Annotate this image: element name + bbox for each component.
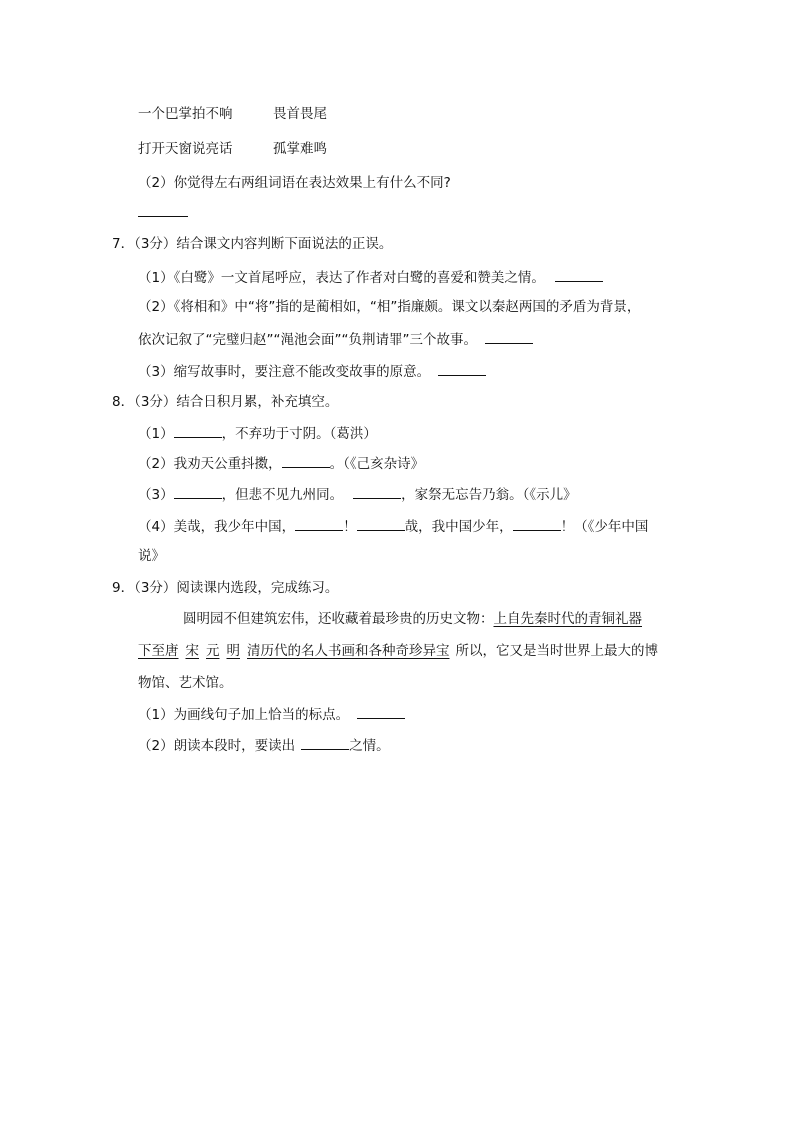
q7-s3-blank bbox=[438, 361, 486, 376]
q9-stem bbox=[112, 578, 338, 598]
q7-s1-text: （1）《白鹭》一文首尾呼应，表达了作者对白鹭的喜爱和赞美之情。 bbox=[138, 270, 545, 286]
q8-l1-prefix: （1） bbox=[138, 426, 174, 442]
q8-l3-text1: ，但悲不见九州同。 bbox=[221, 487, 344, 503]
idiom-left-2: 打开天窗说亮话 bbox=[138, 141, 233, 157]
q8-l3-prefix: （3） bbox=[138, 487, 174, 503]
q8-l3-blank1 bbox=[174, 484, 222, 499]
q8-stem-text: （3分）结合日积月累，补充填空。 bbox=[134, 394, 339, 410]
q7-s1-blank bbox=[555, 267, 603, 282]
q7-stem-text: （3分）结合课文内容判断下面说法的正误。 bbox=[134, 236, 393, 252]
idiom-right-2: 孤掌难鸣 bbox=[273, 141, 327, 157]
q8-l4-text2: 哉，我中国少年， bbox=[404, 519, 513, 535]
q8-l2-blank bbox=[282, 453, 330, 468]
q8-l4-blank3 bbox=[513, 516, 561, 531]
q6-answer-blank bbox=[138, 202, 188, 223]
q7-s2-blank bbox=[485, 329, 533, 344]
q8-l4 bbox=[138, 516, 648, 537]
q9-passage-line3: 物馆、艺术馆。 bbox=[138, 675, 233, 691]
q7-s2b-text: 依次记叙了“完璧归赵”“渑池会面”“负荆请罪”三个故事。 bbox=[138, 332, 477, 348]
idiom-left-1: 一个巴掌拍不响 bbox=[138, 106, 233, 122]
q9-s2 bbox=[138, 735, 390, 756]
q9-s2-suffix: 之情。 bbox=[349, 738, 390, 754]
q9-s2-blank bbox=[301, 735, 349, 750]
q9-s1-text: （1）为画线句子加上恰当的标点。 bbox=[138, 707, 350, 723]
q8-l4-text1: （4）美哉，我少年中国， bbox=[138, 519, 296, 535]
q9-passage-text2: 所以，它又是当时世界上最大的博 bbox=[455, 643, 658, 659]
q9-passage-text1: 圆明园不但建筑宏伟，还收藏着最珍贵的历史文物： bbox=[183, 611, 494, 627]
q7-stem bbox=[112, 234, 392, 254]
q7-s1 bbox=[138, 267, 603, 288]
q9-s1-blank bbox=[357, 704, 405, 719]
q9-passage-line1 bbox=[183, 609, 642, 629]
q7-s3-text: （3）缩写故事时，要注意不能改变故事的原意。 bbox=[138, 364, 431, 380]
q8-l3-blank2 bbox=[353, 484, 401, 499]
q9-underlined-1: 上自先秦时代的青铜礼器 bbox=[493, 611, 642, 627]
q6-sub2: （2）你觉得左右两组词语在表达效果上有什么不同? bbox=[138, 175, 451, 191]
q8-l4-cont: 说》 bbox=[138, 548, 165, 564]
q9-number: 9． bbox=[112, 580, 135, 596]
q8-l2 bbox=[138, 453, 424, 474]
q7-number: 7． bbox=[112, 236, 135, 252]
q9-stem-text: （3分）阅读课内选段，完成练习。 bbox=[134, 580, 339, 596]
q8-l4-text3: ！（《少年中国 bbox=[560, 519, 649, 535]
q7-s3 bbox=[138, 361, 486, 382]
q8-l2-text: （2）我劝天公重抖擞， bbox=[138, 456, 282, 472]
q8-l2-source: 。（《己亥杂诗》 bbox=[329, 456, 425, 472]
q8-l1 bbox=[138, 423, 377, 444]
q8-l1-blank bbox=[174, 423, 222, 438]
q8-l1-text: ，不弃功于寸阴。（葛洪） bbox=[221, 426, 377, 442]
q8-l3-text2: ，家祭无忘告乃翁。（《示儿》 bbox=[401, 487, 577, 503]
q7-s2a: （2）《将相和》中“将”指的是蔺相如，“相”指廉颇。课文以秦赵两国的矛盾为背景， bbox=[138, 299, 641, 315]
q8-l4-excl1: ！ bbox=[343, 519, 357, 535]
q9-s1 bbox=[138, 704, 405, 725]
q7-s2b bbox=[138, 329, 533, 350]
q9-underlined-2: 下至唐 宋 元 明 清历代的名人书画和各种奇珍异宝 bbox=[138, 643, 450, 659]
q8-l4-blank1 bbox=[295, 516, 343, 531]
q9-passage-line2 bbox=[138, 641, 658, 661]
idiom-right-1: 畏首畏尾 bbox=[273, 106, 327, 122]
q9-s2-text: （2）朗读本段时，要读出 bbox=[138, 738, 296, 754]
q8-stem bbox=[112, 392, 338, 412]
q8-l4-blank2 bbox=[357, 516, 405, 531]
q8-l3 bbox=[138, 484, 577, 505]
q8-number: 8． bbox=[112, 394, 135, 410]
